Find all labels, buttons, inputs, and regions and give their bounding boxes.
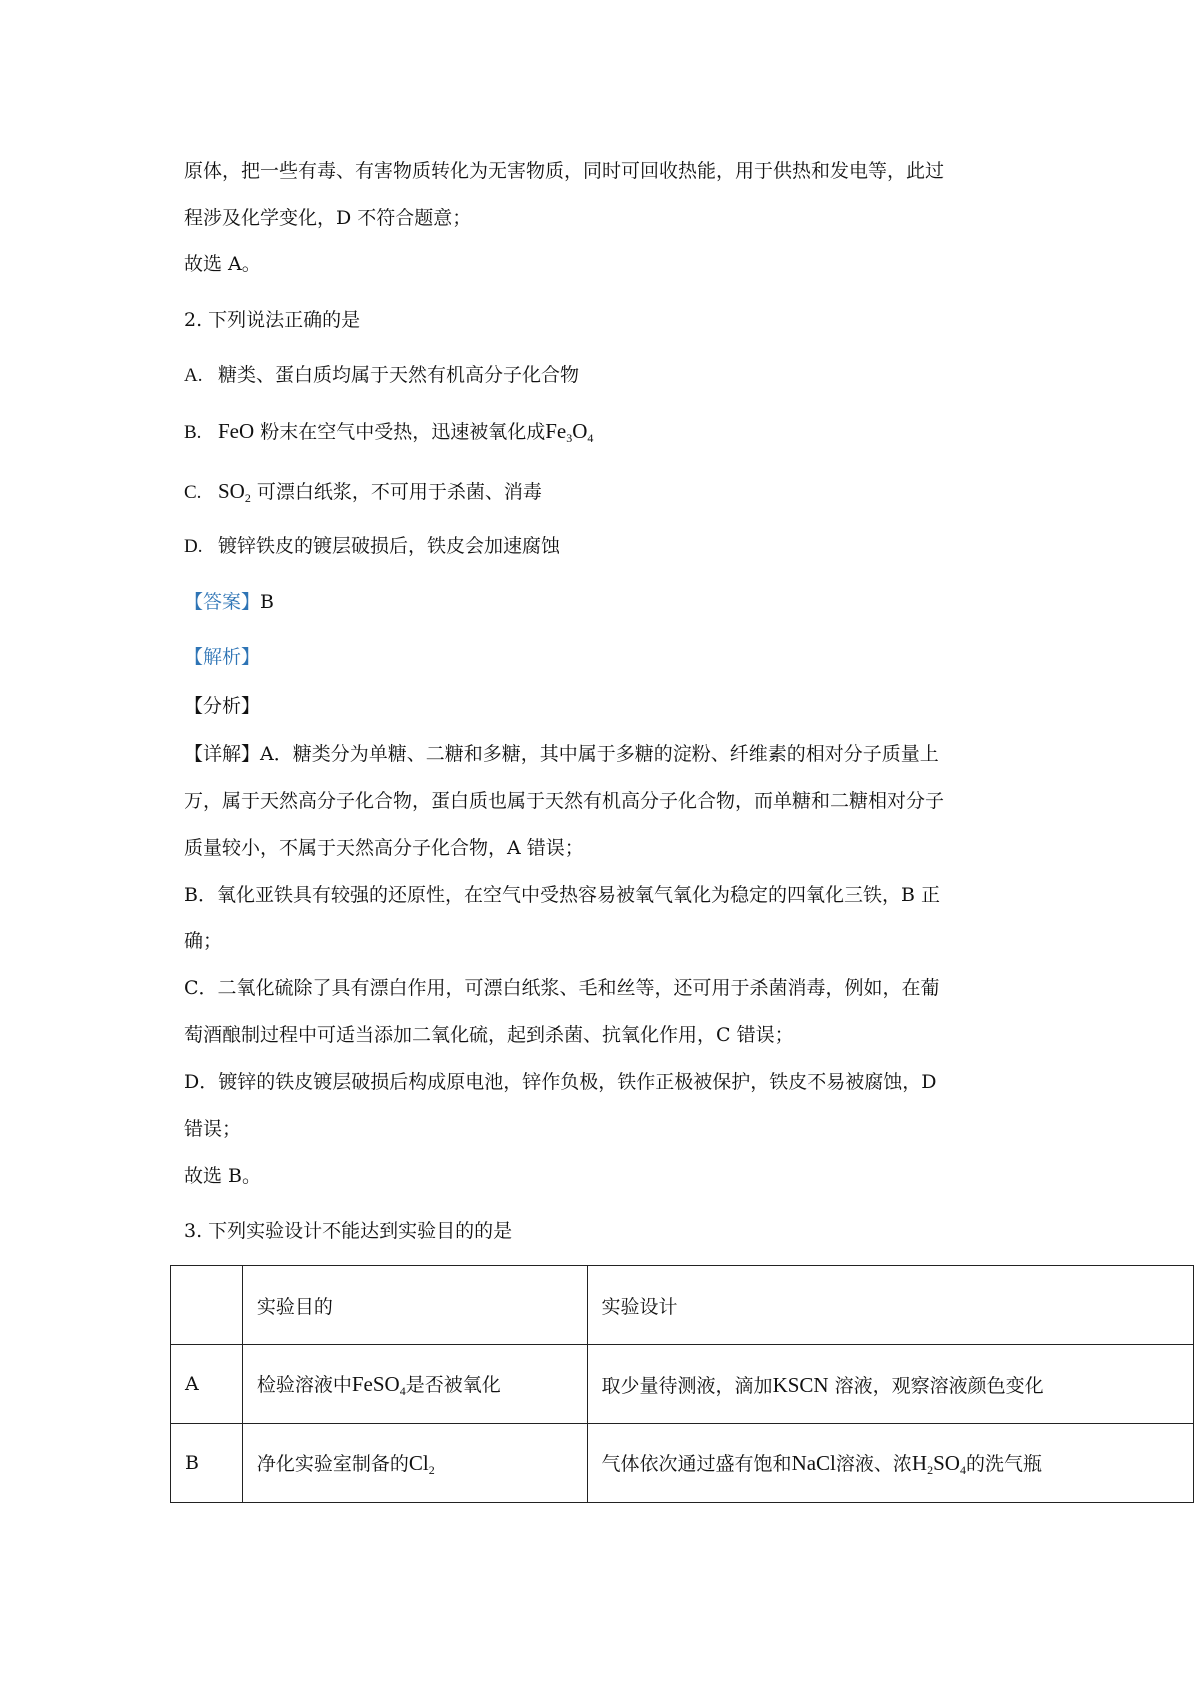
experiment-table — [170, 1265, 1194, 1503]
option-text: 可漂白纸浆，不可用于杀菌、消毒 — [256, 481, 542, 503]
option-text: 糖类、蛋白质均属于天然有机高分子化合物 — [218, 364, 580, 386]
fenxi-line: 【分析】 — [184, 695, 261, 717]
option-text: 粉末在空气中受热，迅速被氧化成 — [260, 421, 546, 443]
formula-kscn: KSCN — [772, 1372, 829, 1397]
option-text: 镀锌铁皮的镀层破损后，铁皮会加速腐蚀 — [218, 535, 561, 557]
table-row — [171, 1424, 1194, 1503]
table-header-row — [171, 1266, 1194, 1345]
intro-line-3: 故选 A。 — [184, 253, 261, 275]
intro-line-1: 原体，把一些有毒、有害物质转化为无害物质，同时可回收热能，用于供热和发电等，此过 — [184, 160, 945, 182]
detail-line-10: 故选 B。 — [184, 1165, 262, 1187]
formula-feso4: FeSO$_4$ — [351, 1371, 406, 1398]
option-a — [184, 361, 579, 390]
formula-fe3o4: $Fe_3O_4$ — [545, 419, 594, 445]
analysis-tag: 【解析】 — [184, 646, 261, 668]
option-label: B. — [184, 422, 202, 443]
detail-line-6: C．二氧化硫除了具有漂白作用，可漂白纸浆、毛和丝等，还可用于杀菌消毒，例如，在葡 — [184, 977, 940, 999]
answer-tag: 【答案】 — [184, 591, 261, 613]
table-row — [171, 1345, 1194, 1424]
detail-line-5: 确； — [184, 930, 223, 952]
row-design: 气体依次通过盛有饱和NaCl溶液、浓$H_2SO_4$的洗气瓶 — [587, 1424, 1193, 1503]
row-aim: 净化实验室制备的$Cl_2$ — [242, 1424, 587, 1503]
formula-h2so4: $H_2SO_4$ — [911, 1450, 966, 1477]
question-3-stem: 3. 下列实验设计不能达到实验目的的是 — [184, 1220, 513, 1242]
row-label: A — [171, 1345, 243, 1424]
formula-nacl: NaCl — [791, 1450, 836, 1475]
row-aim: 检验溶液中FeSO$_4$是否被氧化 — [242, 1345, 587, 1424]
detail-line-7: 萄酒酿制过程中可适当添加二氧化硫，起到杀菌、抗氧化作用，C 错误； — [184, 1024, 794, 1046]
option-label: A. — [184, 365, 203, 386]
option-d — [184, 532, 560, 561]
row-label: B — [171, 1424, 243, 1503]
detail-line-3: 质量较小，不属于天然高分子化合物，A 错误； — [184, 837, 584, 859]
answer-value: B — [260, 591, 274, 613]
detail-line-9: 错误； — [184, 1118, 242, 1140]
detail-line-2: 万，属于天然高分子化合物，蛋白质也属于天然有机高分子化合物，而单糖和二糖相对分子 — [184, 790, 945, 812]
formula-cl2: $Cl_2$ — [408, 1450, 435, 1477]
formula-so2: $SO_2$ — [218, 479, 251, 505]
detail-line-1: 【详解】A．糖类分为单糖、二糖和多糖，其中属于多糖的淀粉、纤维素的相对分子质量上 — [184, 743, 939, 765]
formula-feo: FeO — [218, 419, 255, 443]
detail-line-8: D．镀锌的铁皮镀层破损后构成原电池，锌作负极，铁作正极被保护，铁皮不易被腐蚀，D — [184, 1071, 937, 1093]
detail-line-4: B．氧化亚铁具有较强的还原性，在空气中受热容易被氧气氧化为稳定的四氧化三铁，B 正 — [184, 884, 940, 906]
question-2-stem: 2. 下列说法正确的是 — [184, 309, 361, 331]
intro-line-2: 程涉及化学变化，D 不符合题意； — [184, 207, 472, 229]
option-label: D. — [184, 536, 203, 557]
table-header-cell: 实验设计 — [587, 1266, 1193, 1345]
option-b — [184, 417, 593, 452]
row-design: 取少量待测液，滴加KSCN 溶液，观察溶液颜色变化 — [587, 1345, 1193, 1424]
table-header-cell — [171, 1266, 243, 1345]
option-c — [184, 477, 542, 512]
answer-line — [184, 588, 274, 616]
option-label: C. — [184, 482, 202, 503]
table-header-cell: 实验目的 — [242, 1266, 587, 1345]
